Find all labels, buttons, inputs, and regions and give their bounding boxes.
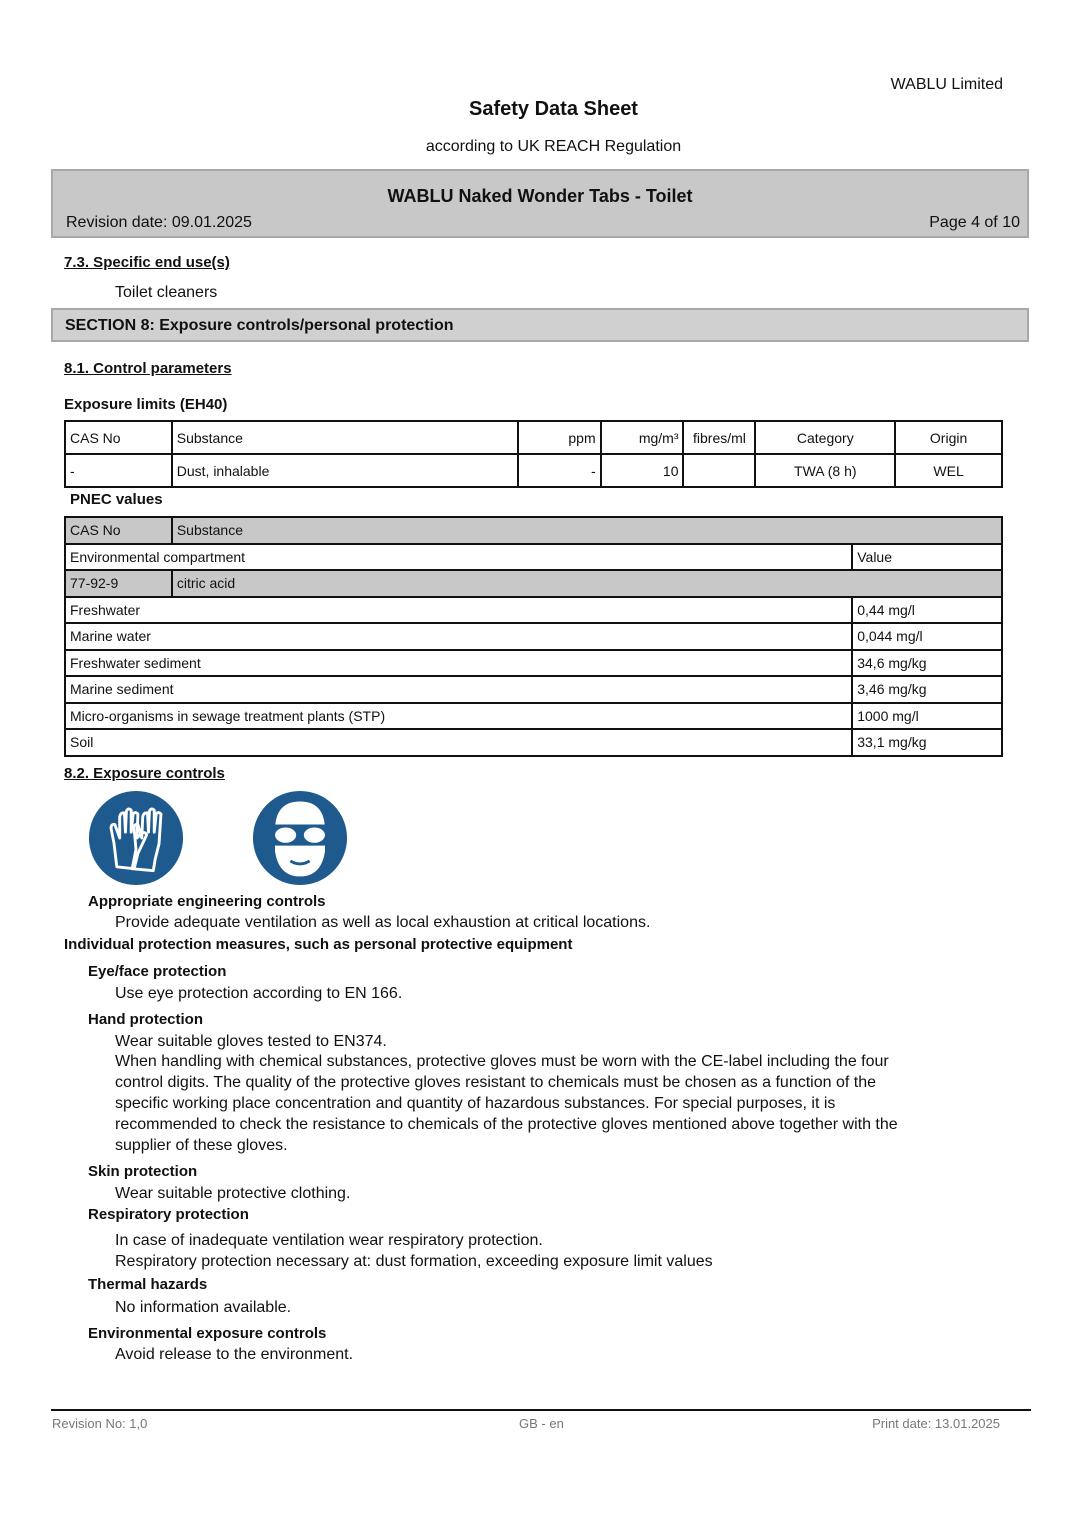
engineering-controls-text: Provide adequate ventilation as well as local exhaustion at critical locations.	[115, 914, 651, 931]
thermal-hazards-heading: Thermal hazards	[88, 1276, 208, 1293]
pnec-value: 0,044 mg/l	[852, 623, 1002, 650]
table-cell: Dust, inhalable	[172, 454, 518, 487]
hand-protection-heading: Hand protection	[88, 1011, 203, 1028]
environmental-controls-heading: Environmental exposure controls	[88, 1325, 327, 1342]
hand-protection-line: specific working place concentration and quantity of hazardous substances. For special purposes, it is	[115, 1095, 836, 1112]
table-cell: -	[518, 454, 601, 487]
pnec-table	[64, 516, 1003, 757]
footer-locale: GB - en	[519, 1416, 564, 1431]
eye-protection-text: Use eye protection according to EN 166.	[115, 985, 403, 1002]
pnec-compartment: Freshwater	[65, 597, 852, 624]
skin-protection-heading: Skin protection	[88, 1163, 198, 1180]
section-8-1-heading: 8.1. Control parameters	[64, 360, 232, 377]
table-row	[65, 623, 1002, 650]
table-header-cell: mg/m³	[601, 421, 684, 454]
hand-protection-line: Wear suitable gloves tested to EN374.	[115, 1033, 387, 1050]
product-name: WABLU Naked Wonder Tabs - Toilet	[387, 186, 693, 206]
table-header-cell: Substance	[172, 421, 518, 454]
pnec-header-cas: CAS No	[65, 517, 172, 544]
table-header-cell: CAS No	[65, 421, 172, 454]
pnec-header-row	[65, 517, 1002, 544]
pnec-subheader-row	[65, 544, 1002, 571]
hand-protection-line: recommended to check the resistance to chemicals of the protective gloves mentioned above together with the	[115, 1116, 898, 1133]
table-row	[65, 454, 1002, 487]
exposure-limits-heading: Exposure limits (EH40)	[64, 396, 228, 413]
specific-end-use-text: Toilet cleaners	[115, 284, 218, 301]
skin-protection-text: Wear suitable protective clothing.	[115, 1185, 351, 1202]
pnec-value: 3,46 mg/kg	[852, 676, 1002, 703]
page-number: Page 4 of 10	[929, 214, 1020, 231]
pnec-value: 0,44 mg/l	[852, 597, 1002, 624]
pnec-cas: 77-92-9	[65, 570, 172, 597]
footer-divider	[51, 1409, 1031, 1411]
pnec-header-compartment: Environmental compartment	[65, 544, 852, 571]
pnec-value: 34,6 mg/kg	[852, 650, 1002, 677]
table-header-cell: Category	[755, 421, 895, 454]
section-8-header	[51, 308, 1029, 342]
ppe-heading: Individual protection measures, such as personal protective equipment	[64, 936, 573, 953]
pnec-compartment: Micro-organisms in sewage treatment plants (STP)	[65, 703, 852, 730]
table-row	[65, 597, 1002, 624]
respiratory-protection-heading: Respiratory protection	[88, 1206, 249, 1223]
table-header-cell: fibres/ml	[683, 421, 755, 454]
table-cell: WEL	[895, 454, 1002, 487]
thermal-hazards-text: No information available.	[115, 1299, 292, 1316]
document-subtitle: according to UK REACH Regulation	[425, 138, 682, 155]
pnec-header-substance: Substance	[172, 517, 1002, 544]
document-title: Safety Data Sheet	[469, 98, 638, 120]
hand-protection-line: When handling with chemical substances, protective gloves must be worn with the CE-label including the four	[115, 1053, 889, 1070]
section-7-3-heading: 7.3. Specific end use(s)	[64, 254, 230, 271]
pnec-value: 33,1 mg/kg	[852, 729, 1002, 756]
footer-print-date: Print date: 13.01.2025	[872, 1416, 1000, 1431]
revision-date: Revision date: 09.01.2025	[66, 214, 252, 231]
pnec-heading: PNEC values	[70, 491, 163, 508]
hand-protection-line: control digits. The quality of the protective gloves resistant to chemicals must be chosen as a function of the	[115, 1074, 876, 1091]
engineering-controls-heading: Appropriate engineering controls	[88, 893, 326, 910]
pnec-value: 1000 mg/l	[852, 703, 1002, 730]
table-header-row	[65, 421, 1002, 454]
exposure-limits-table	[64, 420, 1003, 488]
table-row	[65, 650, 1002, 677]
table-row	[65, 676, 1002, 703]
respiratory-protection-line: In case of inadequate ventilation wear respiratory protection.	[115, 1232, 543, 1249]
pnec-compartment: Marine water	[65, 623, 852, 650]
pnec-compartment: Freshwater sediment	[65, 650, 852, 677]
goggles-icon	[252, 790, 348, 886]
respiratory-protection-line: Respiratory protection necessary at: dust formation, exceeding exposure limit values	[115, 1253, 713, 1270]
table-cell: -	[65, 454, 172, 487]
table-header-cell: Origin	[895, 421, 1002, 454]
section-8-title: SECTION 8: Exposure controls/personal protection	[65, 317, 454, 334]
environmental-controls-text: Avoid release to the environment.	[115, 1346, 354, 1363]
table-header-cell: ppm	[518, 421, 601, 454]
pnec-substance: citric acid	[172, 570, 1002, 597]
table-row	[65, 729, 1002, 756]
hand-protection-line: supplier of these gloves.	[115, 1137, 288, 1154]
footer-revision-no: Revision No: 1,0	[52, 1416, 148, 1431]
gloves-icon	[88, 790, 184, 886]
product-header-box	[51, 169, 1029, 238]
table-cell: 10	[601, 454, 684, 487]
table-row	[65, 703, 1002, 730]
company-name: WABLU Limited	[890, 76, 1003, 93]
section-8-2-heading: 8.2. Exposure controls	[64, 765, 225, 782]
pnec-compartment: Marine sediment	[65, 676, 852, 703]
table-cell: TWA (8 h)	[755, 454, 895, 487]
pnec-header-value: Value	[852, 544, 1002, 571]
pnec-substance-row	[65, 570, 1002, 597]
eye-protection-heading: Eye/face protection	[88, 963, 227, 980]
pnec-compartment: Soil	[65, 729, 852, 756]
table-cell	[683, 454, 755, 487]
